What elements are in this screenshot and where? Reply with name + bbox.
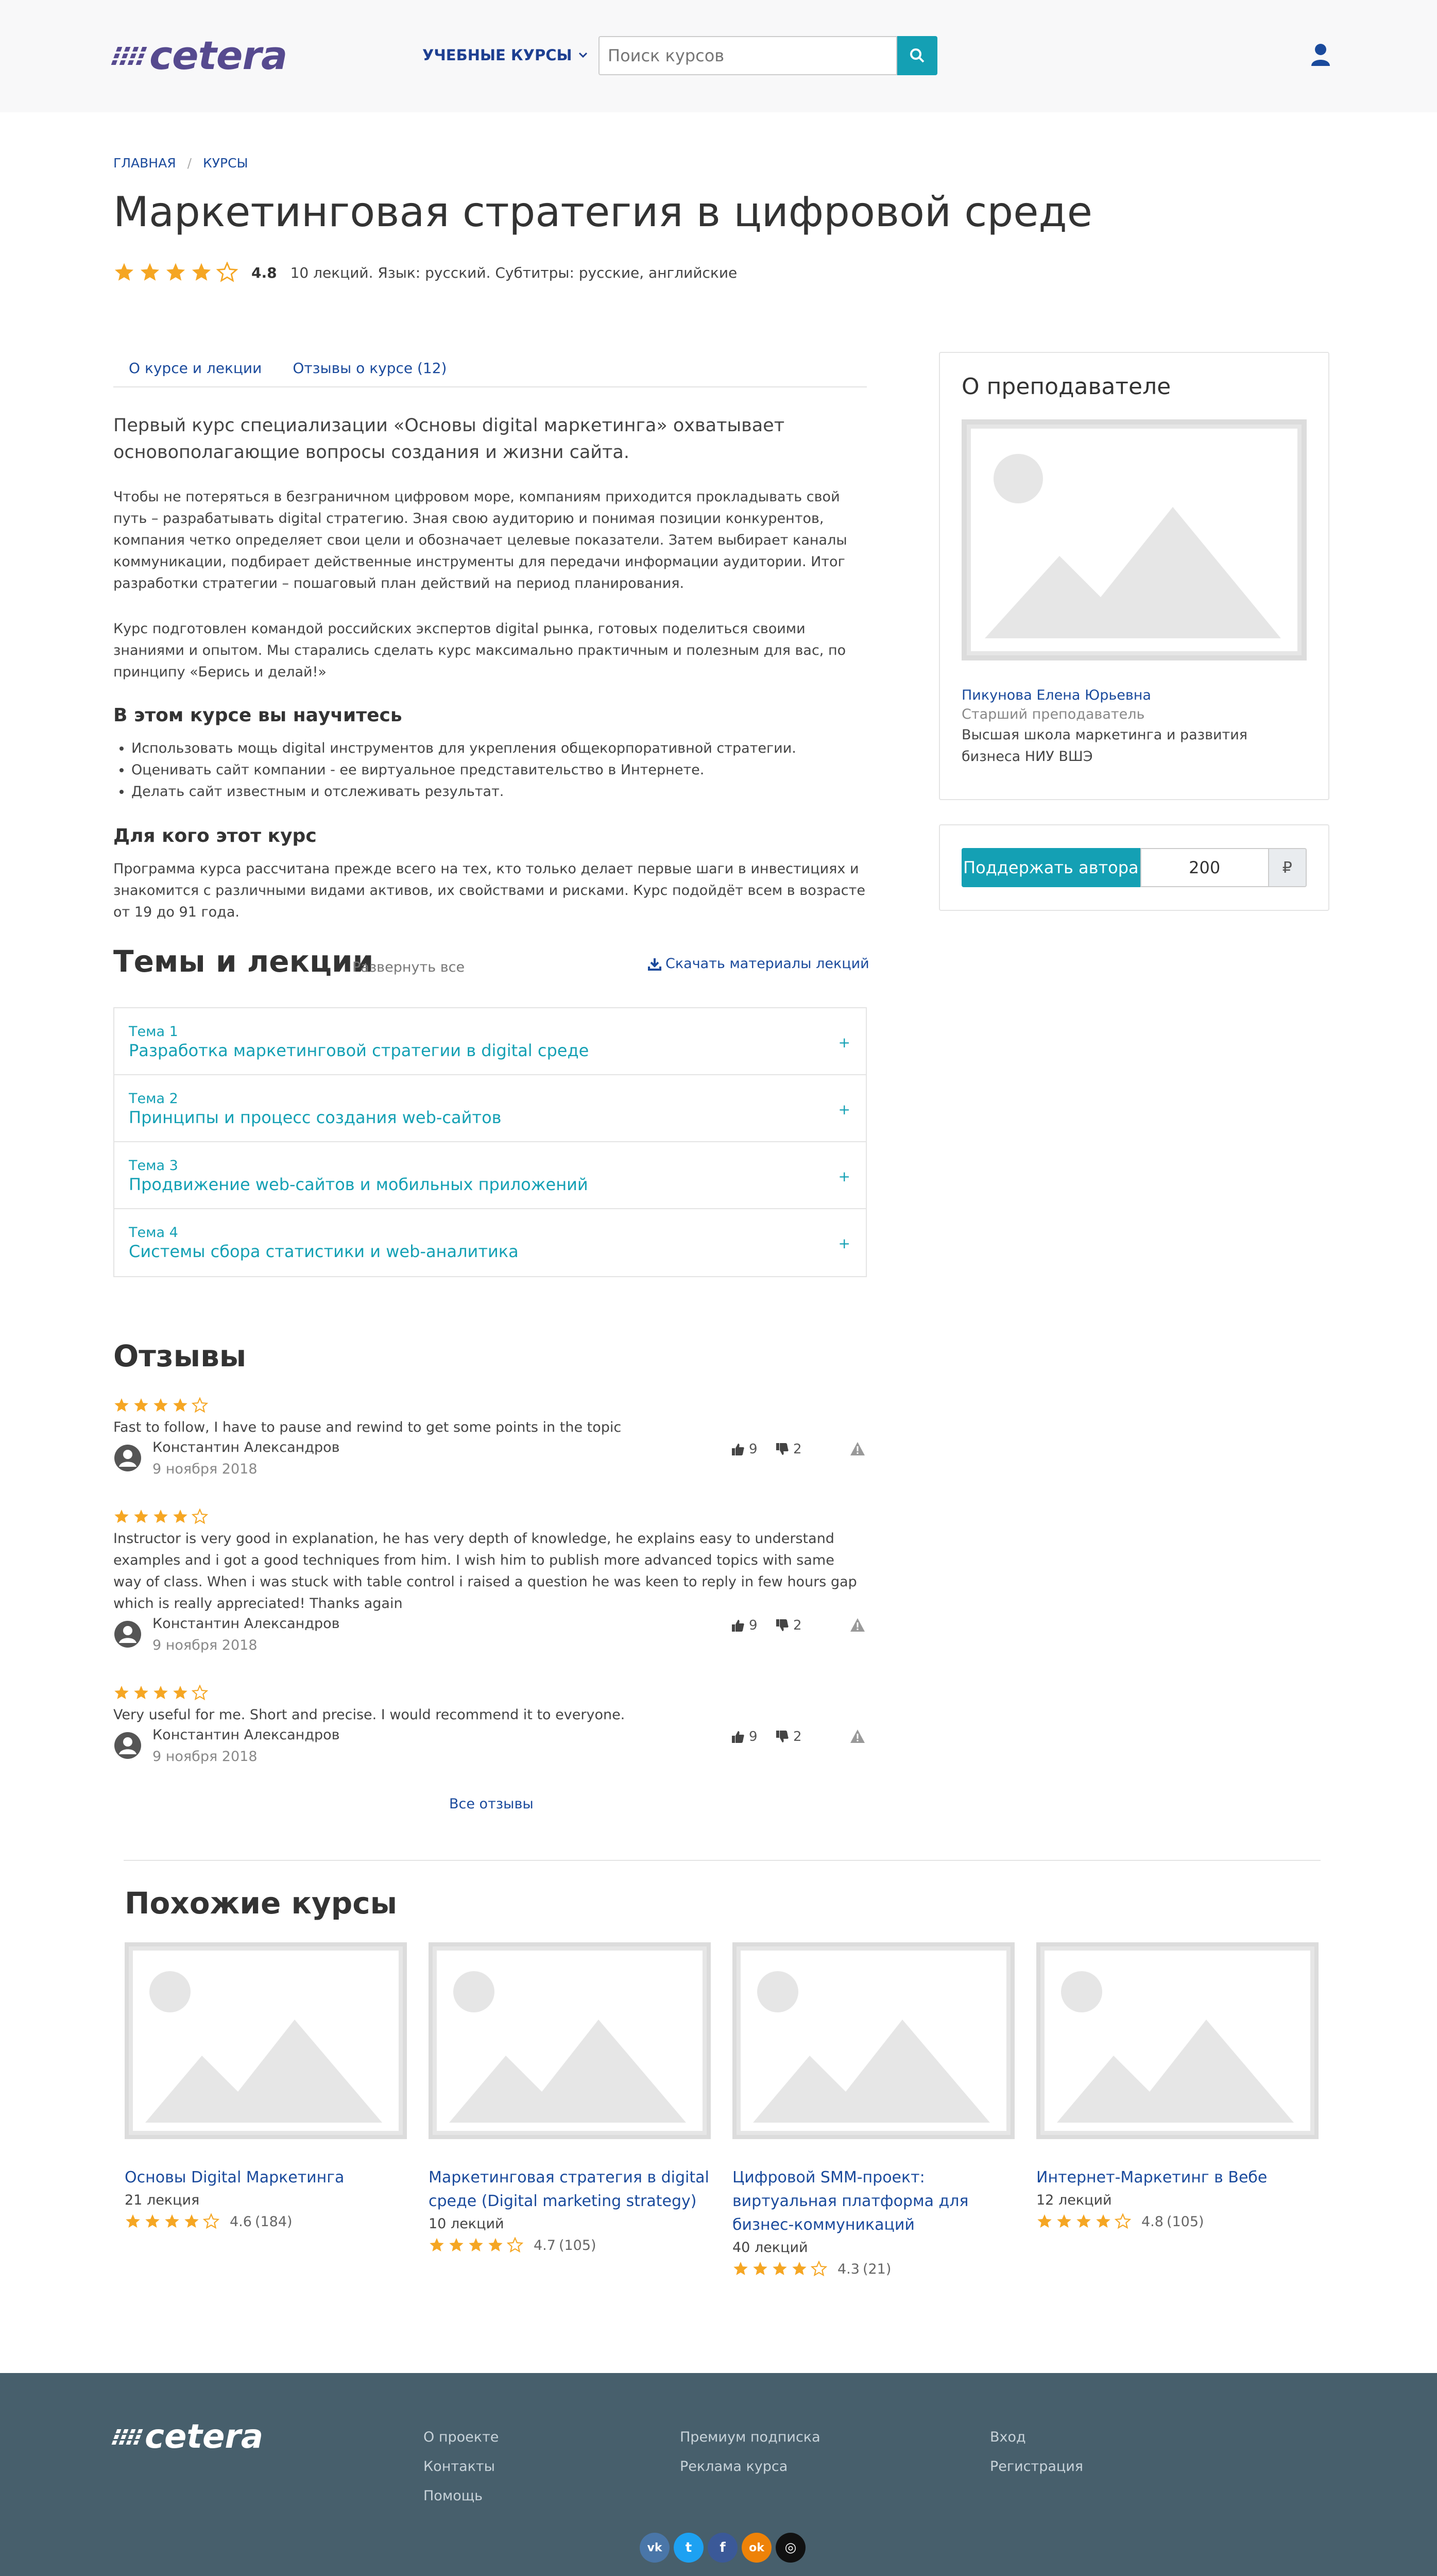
review-author-name: Константин Александров <box>152 1439 340 1455</box>
star-filled-icon <box>429 2237 445 2253</box>
expand-plus-icon[interactable]: + <box>838 1101 850 1118</box>
site-header <box>0 0 1437 112</box>
footer-link-login[interactable]: Вход <box>990 2429 1026 2445</box>
logo-dots-icon <box>112 2429 145 2445</box>
star-filled-icon <box>772 2261 788 2277</box>
course-card-title[interactable]: Основы Digital Маркетинга <box>125 2168 345 2187</box>
dislike-count: 2 <box>793 1442 802 1457</box>
breadcrumb-separator: / <box>187 156 192 171</box>
footer-logo-text: cetera <box>145 2418 264 2456</box>
avatar-icon <box>113 1731 142 1760</box>
course-card-lectures: 40 лекций <box>732 2240 808 2256</box>
course-card[interactable] <box>1036 1942 1319 2230</box>
topics-heading: Темы и лекции <box>113 944 374 979</box>
social-links <box>640 2533 806 2563</box>
review-stars <box>113 1685 867 1701</box>
course-card-rating-value: 4.8 <box>1141 2213 1164 2230</box>
course-card-rating <box>732 2261 1015 2277</box>
course-card-rating-value: 4.7 <box>534 2237 556 2253</box>
course-card-reviews: (184) <box>254 2213 293 2230</box>
download-materials-link[interactable] <box>648 956 869 972</box>
review-stars <box>113 1509 867 1525</box>
star-filled-icon <box>732 2261 749 2277</box>
expand-plus-icon[interactable]: + <box>838 1168 850 1185</box>
tab-about[interactable]: О курсе и лекции <box>129 360 262 377</box>
site-logo[interactable] <box>114 32 287 78</box>
star-filled-icon <box>1075 2213 1092 2230</box>
star-empty-icon <box>811 2261 827 2277</box>
star-filled-icon <box>164 2213 180 2230</box>
topic-item[interactable] <box>114 1075 866 1142</box>
footer-logo[interactable] <box>114 2418 264 2456</box>
footer-column <box>680 2422 820 2481</box>
star-filled-icon <box>791 2261 808 2277</box>
topic-label: Тема 2 <box>129 1091 178 1107</box>
vk-icon[interactable]: vk <box>640 2533 670 2563</box>
similar-heading: Похожие курсы <box>125 1886 398 1921</box>
star-filled-icon <box>487 2237 504 2253</box>
star-filled-icon <box>448 2237 465 2253</box>
dislike-button[interactable] <box>776 1618 802 1633</box>
topic-label: Тема 4 <box>129 1225 178 1241</box>
support-box <box>939 824 1329 911</box>
support-form <box>962 848 1307 887</box>
thumbs-up-icon <box>731 1443 745 1456</box>
star-filled-icon <box>133 1509 149 1525</box>
review-date: 9 ноября 2018 <box>152 1461 258 1477</box>
star-filled-icon <box>113 1397 130 1414</box>
course-card-reviews: (21) <box>862 2261 892 2277</box>
like-button[interactable] <box>731 1618 758 1633</box>
star-empty-icon <box>192 1509 208 1525</box>
course-card-stars <box>1036 2213 1131 2230</box>
twitter-icon[interactable]: t <box>674 2533 704 2563</box>
tab-reviews[interactable]: Отзывы о курсе (12) <box>293 360 447 377</box>
breadcrumb <box>113 156 248 171</box>
topic-item[interactable] <box>114 1142 866 1209</box>
topic-name: Разработка маркетинговой стратегии в digital среде <box>129 1041 589 1060</box>
support-author-button[interactable]: Поддержать автора <box>962 848 1140 887</box>
image-placeholder-icon <box>732 1942 1015 2139</box>
thumbs-up-icon <box>731 1730 745 1743</box>
courses-dropdown[interactable] <box>422 46 588 64</box>
course-card-lectures: 12 лекций <box>1036 2192 1112 2208</box>
topic-label: Тема 3 <box>129 1158 178 1174</box>
image-placeholder-icon <box>962 419 1307 660</box>
topic-name: Системы сбора статистики и web-аналитика <box>129 1242 519 1261</box>
course-card-lectures: 10 лекций <box>429 2216 504 2232</box>
image-placeholder-icon <box>429 1942 711 2139</box>
footer-column <box>423 2422 499 2511</box>
star-empty-icon <box>192 1685 208 1701</box>
thumbs-up-icon <box>731 1619 745 1632</box>
logo-text: cetera <box>149 32 287 78</box>
footer-link-register[interactable]: Регистрация <box>990 2459 1084 2475</box>
star-filled-icon <box>172 1685 189 1701</box>
course-rating <box>113 262 737 283</box>
star-filled-icon <box>172 1509 189 1525</box>
course-meta: 10 лекций. Язык: русский. Субтитры: русские, английские <box>290 264 738 281</box>
topic-item[interactable] <box>114 1209 866 1276</box>
dislike-count: 2 <box>793 1729 802 1744</box>
like-button[interactable] <box>731 1442 758 1457</box>
audience-text: Программа курса рассчитана прежде всего на тех, кто только делает первые шаги в инвестициях и знакомится с различными видами активов, их свойствами и рисками. Курс подойдёт всем в возрасте от 19 до 91 года. <box>113 861 865 920</box>
review-date: 9 ноября 2018 <box>152 1749 258 1765</box>
logo-dots-icon <box>111 47 149 65</box>
all-reviews-link[interactable]: Все отзывы <box>449 1796 534 1812</box>
star-filled-icon <box>152 1685 169 1701</box>
course-card-rating-value: 4.3 <box>837 2261 860 2277</box>
star-filled-icon <box>1036 2213 1053 2230</box>
currency-label: ₽ <box>1269 848 1307 887</box>
star-filled-icon <box>183 2213 200 2230</box>
course-card-rating <box>1036 2213 1319 2230</box>
odnoklassniki-icon[interactable]: ok <box>742 2533 772 2563</box>
expand-plus-icon[interactable]: + <box>838 1034 850 1051</box>
star-empty-icon <box>216 262 238 283</box>
user-icon[interactable] <box>1310 43 1331 68</box>
download-icon <box>648 957 661 971</box>
course-stars <box>113 262 238 283</box>
expand-plus-icon[interactable]: + <box>838 1235 850 1252</box>
star-filled-icon <box>1056 2213 1072 2230</box>
review-text: Instructor is very good in explanation, he has very depth of knowledge, he explains easy to understand examples and i got a good techniques from him. I wish him to publish more advanced topics with same way of class. When i was stuck with table control i raised a question he was keen to reply in few hours gap which is really appreciated! Thanks again <box>113 1531 857 1612</box>
courses-dropdown-label: УЧЕБНЫЕ КУРСЫ <box>422 46 572 64</box>
star-empty-icon <box>507 2237 523 2253</box>
reviews-heading: Отзывы <box>113 1338 247 1374</box>
teacher-name[interactable]: Пикунова Елена Юрьевна <box>962 687 1151 703</box>
review-item <box>113 1509 867 1656</box>
learn-item: • Делать сайт известным и отслеживать результат. <box>131 781 796 803</box>
footer-link-contacts[interactable]: Контакты <box>423 2459 495 2475</box>
review-item <box>113 1397 867 1480</box>
instagram-icon[interactable]: ◎ <box>776 2533 806 2563</box>
topic-name: Принципы и процесс создания web-сайтов <box>129 1108 502 1127</box>
thumbs-down-icon <box>776 1730 789 1743</box>
chevron-down-icon <box>578 52 588 58</box>
image-placeholder-icon <box>125 1942 407 2139</box>
course-tabs <box>113 350 867 387</box>
star-filled-icon <box>133 1685 149 1701</box>
avatar-icon <box>113 1444 142 1472</box>
review-author <box>113 1438 867 1480</box>
review-item <box>113 1685 867 1767</box>
footer-link-premium[interactable]: Премиум подписка <box>680 2429 820 2445</box>
footer-link-help[interactable]: Помощь <box>423 2488 483 2504</box>
breadcrumb-home[interactable]: ГЛАВНАЯ <box>113 156 176 171</box>
course-card[interactable] <box>732 1942 1015 2277</box>
avatar-icon <box>113 1620 142 1649</box>
star-filled-icon <box>113 1685 130 1701</box>
search-input[interactable] <box>598 36 897 75</box>
review-author-name: Константин Александров <box>152 1616 340 1632</box>
star-filled-icon <box>752 2261 768 2277</box>
star-empty-icon <box>192 1397 208 1414</box>
download-label: Скачать материалы лекций <box>665 956 869 972</box>
star-empty-icon <box>1115 2213 1131 2230</box>
teacher-card <box>939 352 1329 800</box>
course-card[interactable] <box>125 1942 407 2230</box>
learn-item: • Оценивать сайт компании - ее виртуальное представительство в Интернете. <box>131 759 796 781</box>
report-warning-icon[interactable] <box>850 1729 865 1745</box>
dislike-count: 2 <box>793 1618 802 1633</box>
course-card-reviews: (105) <box>558 2237 596 2253</box>
course-description-2: Курс подготовлен командой российских экспертов digital рынка, готовых поделиться своими знаниями и опытом. Мы старались сделать курс максимально практичным и полезным для вас, по принципу «Берись и делай!» <box>113 621 846 680</box>
star-filled-icon <box>139 262 161 283</box>
star-filled-icon <box>113 262 135 283</box>
review-date: 9 ноября 2018 <box>152 1637 258 1653</box>
star-filled-icon <box>191 262 212 283</box>
site-footer <box>0 2373 1437 2576</box>
star-filled-icon <box>468 2237 484 2253</box>
learn-item: • Использовать мощь digital инструментов для укрепления общекорпоративной стратегии. <box>131 738 796 759</box>
expand-all-link[interactable]: Развернуть все <box>352 959 465 975</box>
course-card-title[interactable]: Маркетинговая стратегия в digital среде (Digital marketing strategy) <box>429 2168 709 2210</box>
course-card-title[interactable]: Цифровой SMM-проект: виртуальная платформа для бизнес-коммуникаций <box>732 2168 969 2234</box>
search-button[interactable] <box>897 36 937 75</box>
course-card-stars <box>125 2213 219 2230</box>
dislike-button[interactable] <box>776 1442 802 1457</box>
course-card-reviews: (105) <box>1166 2213 1204 2230</box>
course-card-rating <box>125 2213 407 2230</box>
topic-item[interactable] <box>114 1008 866 1075</box>
star-filled-icon <box>144 2213 161 2230</box>
section-divider <box>124 1860 1321 1861</box>
star-filled-icon <box>172 1397 189 1414</box>
course-card-stars <box>429 2237 523 2253</box>
footer-link-about[interactable]: О проекте <box>423 2429 499 2445</box>
topic-name: Продвижение web-сайтов и мобильных приложений <box>129 1175 588 1194</box>
course-card[interactable] <box>429 1942 711 2253</box>
star-filled-icon <box>165 262 186 283</box>
course-card-rating <box>429 2237 711 2253</box>
breadcrumb-courses[interactable]: КУРСЫ <box>203 156 248 171</box>
review-author <box>113 1615 867 1656</box>
course-card-lectures: 21 лекция <box>125 2192 200 2208</box>
star-filled-icon <box>152 1397 169 1414</box>
image-placeholder-icon <box>1036 1942 1319 2139</box>
facebook-icon[interactable]: f <box>708 2533 738 2563</box>
course-rating-value: 4.8 <box>251 264 277 281</box>
star-filled-icon <box>133 1397 149 1414</box>
star-filled-icon <box>125 2213 141 2230</box>
footer-column <box>990 2422 1083 2481</box>
audience-heading: Для кого этот курс <box>113 825 317 846</box>
support-amount-input[interactable] <box>1140 848 1269 887</box>
star-filled-icon <box>113 1509 130 1525</box>
report-warning-icon[interactable] <box>850 1618 865 1634</box>
teacher-organization: Высшая школа маркетинга и развития бизнеса НИУ ВШЭ <box>962 727 1248 765</box>
like-count: 9 <box>749 1618 758 1633</box>
report-warning-icon[interactable] <box>850 1442 865 1458</box>
learn-heading: В этом курсе вы научитесь <box>113 705 402 726</box>
teacher-heading: О преподавателе <box>962 374 1171 400</box>
star-filled-icon <box>1095 2213 1111 2230</box>
footer-link-advertise[interactable]: Реклама курса <box>680 2459 788 2475</box>
review-author-name: Константин Александров <box>152 1727 340 1743</box>
star-empty-icon <box>203 2213 219 2230</box>
course-card-stars <box>732 2261 827 2277</box>
topic-label: Тема 1 <box>129 1024 178 1040</box>
course-description-1: Чтобы не потеряться в безграничном цифровом море, компаниям приходится прокладывать свой путь – разрабатывать digital стратегию. Зная свою аудиторию и понимая позиции конкурентов, компания четко определяет свои цели и обозначает целевые показатели. Затем выбирает каналы коммуникации, подбирает действенные инструменты для передачи информации аудитории. Итог разработки стратегии – пошаговый план действий на период планирования. <box>113 489 847 591</box>
course-card-rating-value: 4.6 <box>230 2213 252 2230</box>
like-button[interactable] <box>731 1729 758 1744</box>
course-card-title[interactable]: Интернет-Маркетинг в Вебе <box>1036 2168 1268 2187</box>
dislike-button[interactable] <box>776 1729 802 1744</box>
review-text: Very useful for me. Short and precise. I would recommend it to everyone. <box>113 1707 625 1723</box>
review-author <box>113 1726 867 1767</box>
teacher-role: Старший преподаватель <box>962 706 1145 722</box>
course-lead: Первый курс специализации «Основы digital маркетинга» охватывает основополагающие вопросы создания и жизни сайта. <box>113 415 785 463</box>
thumbs-down-icon <box>776 1443 789 1456</box>
search-icon <box>910 48 925 63</box>
like-count: 9 <box>749 1442 758 1457</box>
review-text: Fast to follow, I have to pause and rewind to get some points in the topic <box>113 1419 622 1435</box>
star-filled-icon <box>152 1509 169 1525</box>
like-count: 9 <box>749 1729 758 1744</box>
topics-accordion <box>113 1007 867 1277</box>
review-stars <box>113 1397 867 1414</box>
page-title: Маркетинговая стратегия в цифровой среде <box>113 188 1092 236</box>
learn-list <box>131 738 796 803</box>
thumbs-down-icon <box>776 1619 789 1632</box>
